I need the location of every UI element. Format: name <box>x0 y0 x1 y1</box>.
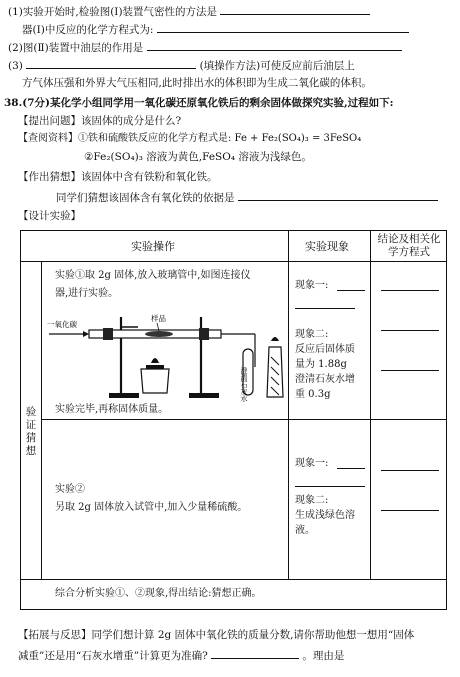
q37-text: (3) <box>8 60 23 72</box>
answer-blank[interactable] <box>238 190 438 201</box>
q38-reference-1: 【查阅资料】①铁和硫酸铁反应的化学方程式是: Fe + Fe₂(SO₄)₃ = 3FeSO₄ <box>18 133 362 144</box>
q37-text: 方气体压强和外界大气压相同,此时排出水的体积即为生成二氧化碳的体积。 <box>22 77 372 89</box>
exp1-phenomenon-1: 现象一: <box>295 280 329 291</box>
exp2-phenomenon-2 <box>295 493 355 538</box>
answer-blank[interactable] <box>295 307 355 309</box>
answer-blank[interactable] <box>381 369 439 371</box>
summary: 综合分析实验①、②现象,得出结论:猜想正确。 <box>55 588 262 599</box>
q38-guess-basis <box>56 190 438 205</box>
co-label: 一氧化碳 <box>47 320 77 329</box>
side-char: 验 <box>25 406 37 418</box>
side-char: 猜 <box>25 432 37 444</box>
table-divider <box>370 231 371 579</box>
answer-blank[interactable] <box>295 485 365 487</box>
answer-blank[interactable] <box>381 329 439 331</box>
phenomenon-line: 量为 1.88g <box>295 359 347 370</box>
header-conclusion: 结论及相关化学方程式 <box>377 233 441 258</box>
answer-blank[interactable] <box>381 289 439 291</box>
alcohol-lamp <box>141 369 169 393</box>
table-divider <box>288 231 289 579</box>
phenomenon-line: 生成浅绿色溶 <box>295 510 355 521</box>
apparatus-diagram <box>43 307 287 403</box>
stopper <box>199 328 209 340</box>
answer-blank[interactable] <box>147 40 402 51</box>
exp1-text-2: 器,进行实验。 <box>55 288 119 299</box>
exp2-text-2: 另取 2g 固体放入试管中,加入少量稀硫酸。 <box>55 502 248 513</box>
q37-text: (2)图(Ⅱ)装置中油层的作用是 <box>8 42 144 54</box>
answer-blank[interactable] <box>220 4 370 15</box>
lamp-neck <box>146 365 164 369</box>
flame <box>271 337 279 341</box>
guess-basis-text: 同学们猜想该固体含有氧化铁的依据是 <box>56 192 235 204</box>
q37-line5 <box>22 76 372 90</box>
q38-intro: 38.(7分)某化学小组同学用一氧化碳还原氧化铁后的剩余固体做探究实验,过程如下: <box>4 97 394 109</box>
phenomenon-line: 现象二: <box>295 329 329 340</box>
answer-blank[interactable] <box>381 509 439 511</box>
answer-blank[interactable] <box>337 467 365 469</box>
phenomenon-line: 澄清石灰水增 <box>295 374 355 385</box>
answer-blank[interactable] <box>381 469 439 471</box>
q37-text: (填操作方法)可使反应前后油层上 <box>199 60 355 72</box>
sample-label: 样品 <box>151 314 166 323</box>
q37-line3 <box>8 40 402 55</box>
extension-line-1: 【拓展与反思】同学们想计算 2g 固体中氧化铁的质量分数,请你帮助他想一想用“固体 <box>18 629 415 641</box>
answer-blank[interactable] <box>157 22 409 33</box>
q37-text: (1)实验开始时,检验图(Ⅰ)装置气密性的方法是 <box>8 6 218 18</box>
sample <box>145 331 173 337</box>
q38-question: 【提出问题】该固体的成分是什么? <box>18 115 182 127</box>
extension-text: 。理由是 <box>302 650 345 662</box>
side-char: 想 <box>25 445 37 457</box>
stand-base <box>189 393 219 398</box>
exp1-phenomenon-2 <box>295 327 355 402</box>
extension-text: 减重”还是用“石灰水增重”计算更为准确? <box>18 650 208 662</box>
phenomenon-line: 重 0.3g <box>295 389 331 400</box>
answer-blank[interactable] <box>26 58 196 69</box>
q37-line1 <box>8 4 370 19</box>
header-operation: 实验操作 <box>131 240 175 253</box>
flame <box>151 358 159 363</box>
q37-line4 <box>8 58 355 73</box>
answer-blank[interactable] <box>211 648 299 659</box>
side-char: 证 <box>25 419 37 431</box>
arrow-head <box>83 331 89 337</box>
gas-collector <box>267 347 283 397</box>
exp1-after: 实验完毕,再称固体质量。 <box>55 404 169 415</box>
experiment-table <box>20 230 447 610</box>
q38-design: 【设计实验】 <box>18 210 81 222</box>
exp2-text-1: 实验② <box>55 484 85 495</box>
extension-line-2 <box>18 648 344 663</box>
q37-text: 器(Ⅰ)中反应的化学方程式为: <box>22 24 154 36</box>
stopper <box>103 328 113 340</box>
limewater-label: 澄清石灰水 <box>240 367 248 402</box>
table-divider <box>21 579 446 580</box>
q37-line2 <box>22 22 409 37</box>
stand-base <box>109 393 139 398</box>
table-divider <box>41 419 446 420</box>
phenomenon-line: 反应后固体质 <box>295 344 355 355</box>
exp1-text-1: 实验①取 2g 固体,放入玻璃管中,如图连接仪 <box>55 270 251 281</box>
header-phenomenon: 实验现象 <box>305 240 349 253</box>
q38-guess: 【作出猜想】该固体中含有铁粉和氧化铁。 <box>18 171 218 183</box>
side-label <box>25 406 37 458</box>
table-divider <box>41 261 42 579</box>
phenomenon-line: 液。 <box>295 525 315 536</box>
exp2-phenomenon-1: 现象一: <box>295 458 329 469</box>
phenomenon-line: 现象二: <box>295 495 329 506</box>
q38-reference-2: ②Fe₂(SO₄)₃ 溶液为黄色,FeSO₄ 溶液为浅绿色。 <box>84 151 312 163</box>
table-divider <box>21 261 446 262</box>
answer-blank[interactable] <box>337 289 365 291</box>
